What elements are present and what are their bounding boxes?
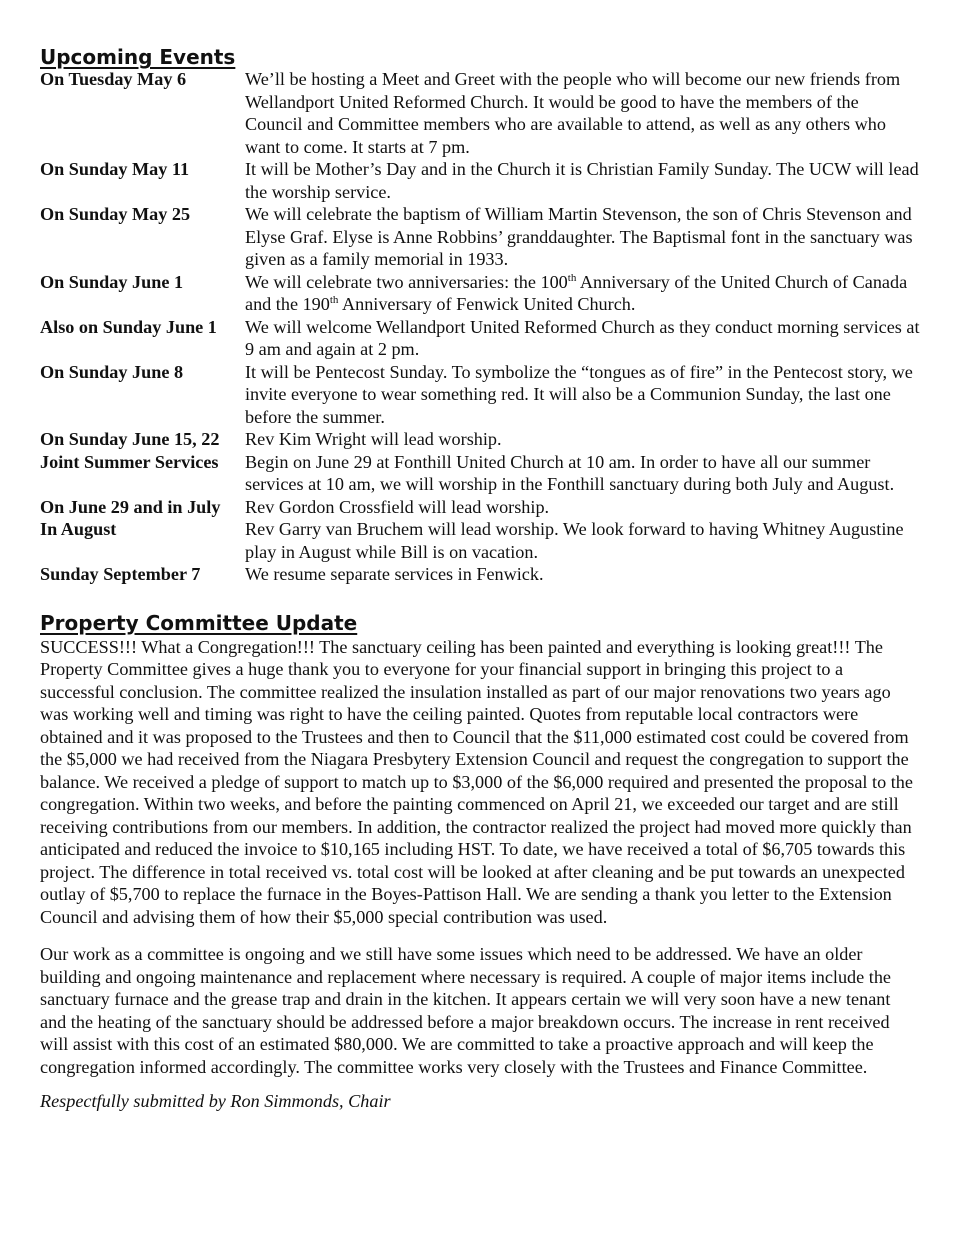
ordinal-suffix: th: [567, 271, 577, 284]
event-date: Joint Summer Services: [40, 451, 219, 472]
event-date: On Sunday May 25: [40, 204, 191, 224]
event-description: We’ll be hosting a Meet and Greet with the people who will become our new friends from Wellandport United Reformed Church. It would be good to have the members of the Council and Committee members who are available to attend, as well as any others who want to come. It starts at 7 pm.: [245, 69, 901, 157]
event-date: On Sunday May 11: [40, 159, 190, 179]
event-description: Rev Kim Wright will lead worship.: [245, 429, 502, 449]
event-description: We resume separate services in Fenwick.: [245, 564, 544, 584]
event-description: We will welcome Wellandport United Reformed Church as they conduct morning services at 9 am and again at 2 pm.: [245, 316, 920, 359]
property-committee-section: [40, 610, 920, 1113]
event-text: Anniversary of the United Church of Canada and the 190: [245, 271, 908, 314]
upcoming-events-heading: Upcoming Events: [40, 45, 236, 69]
event-description: Rev Gordon Crossfield will lead worship.: [245, 496, 550, 517]
newsletter-page: [40, 44, 920, 1113]
event-date: On Sunday June 1: [40, 271, 184, 292]
event-text: Anniversary of Fenwick United Church.: [338, 294, 636, 314]
event-date: On Tuesday May 6: [40, 69, 187, 89]
event-row: [40, 451, 920, 496]
event-date: In August: [40, 519, 117, 539]
event-date: Also on Sunday June 1: [40, 316, 217, 337]
event-description: Rev Garry van Bruchem will lead worship. We look forward to having Whitney Augustine play in August while Bill is on vacation.: [245, 519, 904, 562]
update-paragraph: SUCCESS!!! What a Congregation!!! The sanctuary ceiling has been painted and everything is looking great!!! The Property Committee gives a huge thank you to everyone for your financial support in bringing this project to a successful conclusion. The committee realized the insulation installed as part of our major renovations two years ago was working well and timing was right to have the ceiling painted. Quotes from reputable local contractors were obtained and it was proposed to the Trustees and then to Council that the $11,000 estimated cost could be covered from the $5,000 we had received from the Niagara Presbytery Extension Council and request the congregation to support the balance. We received a pledge of support to match up to $3,000 of the $6,000 required and presented the proposal to the congregation. Within two weeks, and before the painting commenced on April 21, we exceeded our target and are still receiving contributions from our members. In addition, the contractor realized the project had moved more quickly than anticipated and reduced the invoice to $10,165 including HST. To date, we have received a total of $6,705 towards this project. The difference in total received vs. total cost will be looked at after cleaning and be put towards an unexpected outlay of $5,700 to replace the furnace in the Boyes-Pattison Hall. We are sending a thank you letter to the Extension Council and advising them of how their $5,000 special contribution was used.: [40, 636, 913, 927]
event-row: [40, 518, 920, 563]
event-description: It will be Pentecost Sunday. To symbolize the “tongues as of fire” in the Pentecost story, we invite everyone to wear something red. It will also be a Communion Sunday, the last one before the summer.: [245, 361, 913, 427]
property-committee-heading: Property Committee Update: [40, 610, 358, 635]
event-date: Sunday September 7: [40, 564, 201, 584]
events-list: [40, 68, 920, 586]
event-row: [40, 271, 920, 316]
event-row: [40, 361, 920, 429]
event-date: On Sunday June 8: [40, 361, 184, 382]
signature-line: Respectfully submitted by Ron Simmonds, Chair: [40, 1091, 391, 1111]
event-row: [40, 158, 920, 203]
event-row: [40, 203, 920, 271]
event-row: [40, 563, 920, 586]
event-text: We will celebrate two anniversaries: the 100: [245, 271, 568, 292]
event-description: Begin on June 29 at Fonthill United Church at 10 am. In order to have all our summer services at 10 am, we will worship in the Fonthill sanctuary during both July and August.: [245, 451, 895, 494]
ordinal-suffix: th: [329, 293, 339, 306]
event-row: [40, 428, 920, 451]
event-description: [245, 271, 920, 316]
event-description: We will celebrate the baptism of William Martin Stevenson, the son of Chris Stevenson and Elyse Graf. Elyse is Anne Robbins’ granddaughter. The Baptismal font in the sanctuary was given as a family memorial in 1933.: [245, 204, 913, 269]
event-row: [40, 496, 920, 519]
event-row: [40, 316, 920, 361]
event-date: On Sunday June 15, 22: [40, 429, 220, 449]
event-row: [40, 68, 920, 158]
event-description: It will be Mother’s Day and in the Church it is Christian Family Sunday. The UCW will lead the worship service.: [245, 159, 919, 202]
event-date: On June 29 and in July: [40, 496, 221, 517]
update-paragraph: Our work as a committee is ongoing and we still have some issues which need to be addressed. We have an older building and ongoing maintenance and replacement where necessary is required. A couple of major items include the sanctuary furnace and the grease trap and drain in the kitchen. It appears certain we will very soon have a new tenant and the heating of the sanctuary should be addressed before a major breakdown occurs. The increase in rent received will assist with this cost of an estimated $80,000. We are committed to take a proactive approach and will keep the congregation informed accordingly. The committee works very closely with the Trustees and Finance Committee.: [40, 944, 891, 1077]
